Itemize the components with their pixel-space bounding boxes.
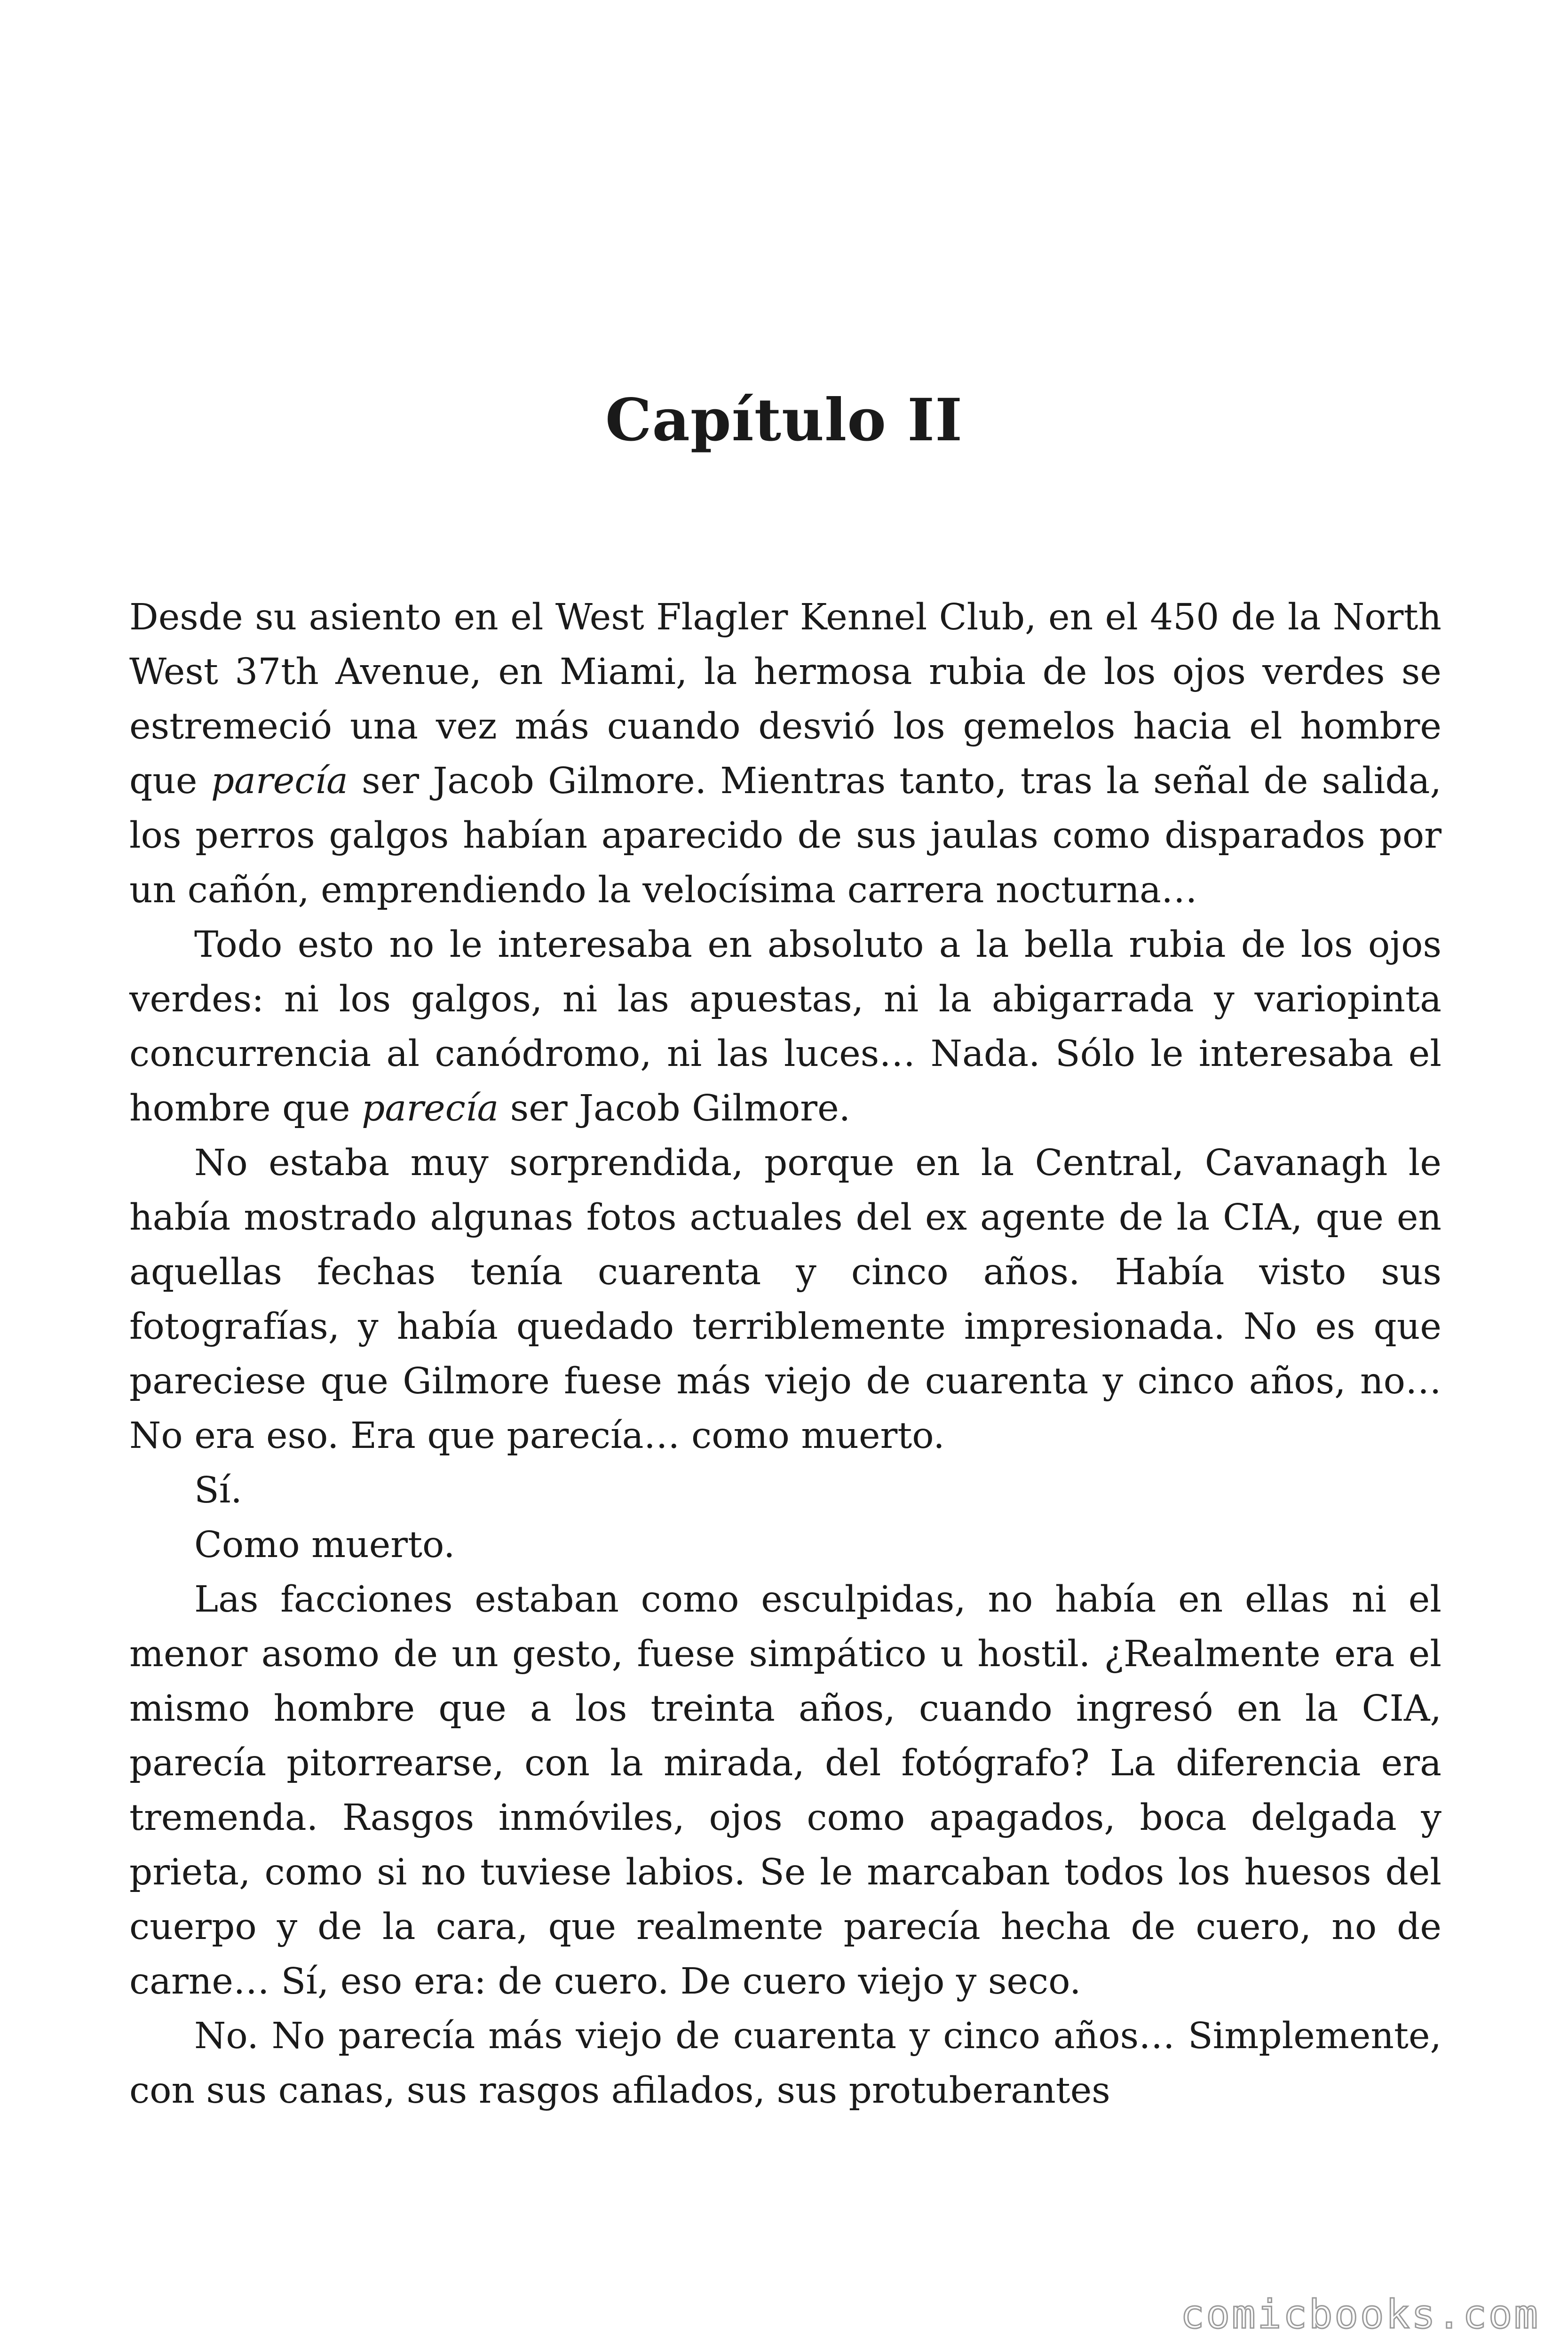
paragraph-3: No estaba muy sorprendida, porque en la Central, Cavanagh le había mostrado algunas fotos actuales del ex agente de la CIA, que en aquellas fechas tenía cuarenta y cinco años. Había visto sus fotografías, y había quedado terriblemente impresionada. No es que pareciese que Gilmore fuese más viejo de cuarenta y cinco años, no… No era eso. Era que parecía… como muerto.	[129, 1142, 1441, 1457]
paragraph-2-emphasis: parecía	[362, 1088, 499, 1129]
paragraph-5: Como muerto.	[194, 1524, 455, 1566]
paragraph-4: Sí.	[194, 1470, 242, 1511]
watermark: comicbooks.com	[1180, 2291, 1540, 2337]
paragraph-1-part-a: Desde su asiento en el West Flagler Kennel Club, en el 450 de la North West 37th Avenue, en Miami, la hermosa rubia de los ojos verdes se estremeció una vez más cuando desvió los gemelos hacia el hombre que	[129, 596, 1441, 802]
paragraph-1-emphasis: parecía	[211, 760, 348, 802]
paragraph-1	[129, 590, 1441, 918]
chapter-title: Capítulo II	[605, 386, 963, 454]
paragraph-6: Las facciones estaban como esculpidas, no había en ellas ni el menor asomo de un gesto, fuese simpático u hostil. ¿Realmente era el mismo hombre que a los treinta años, cuando ingresó en la CIA, parecía pitorrearse, con la mirada, del fotógrafo? La diferencia era tremenda. Rasgos inmóviles, ojos como apagados, boca delgada y prieta, como si no tuviese labios. Se le marcaban todos los huesos del cuerpo y de la cara, que realmente parecía hecha de cuero, no de carne… Sí, eso era: de cuero. De cuero viejo y seco.	[129, 1579, 1441, 2002]
paragraph-2	[129, 918, 1441, 1136]
paragraph-2-part-b: ser Jacob Gilmore.	[499, 1088, 851, 1129]
paragraph-2-part-a: Todo esto no le interesaba en absoluto a la bella rubia de los ojos verdes: ni los galgos, ni las apuestas, ni la abigarrada y variopinta concurrencia al canódromo, ni las luces… Nada. Sólo le interesaba el hombre que	[129, 924, 1441, 1129]
paragraph-1-part-b: ser Jacob Gilmore. Mientras tanto, tras la señal de salida, los perros galgos habían aparecido de sus jaulas como disparados por un cañón, emprendiendo la velocísima carrera nocturna…	[129, 760, 1441, 911]
paragraph-7: No. No parecía más viejo de cuarenta y cinco años… Simplemente, con sus canas, sus rasgos afilados, sus protuberantes	[129, 2015, 1441, 2112]
chapter-body	[129, 590, 1441, 2118]
